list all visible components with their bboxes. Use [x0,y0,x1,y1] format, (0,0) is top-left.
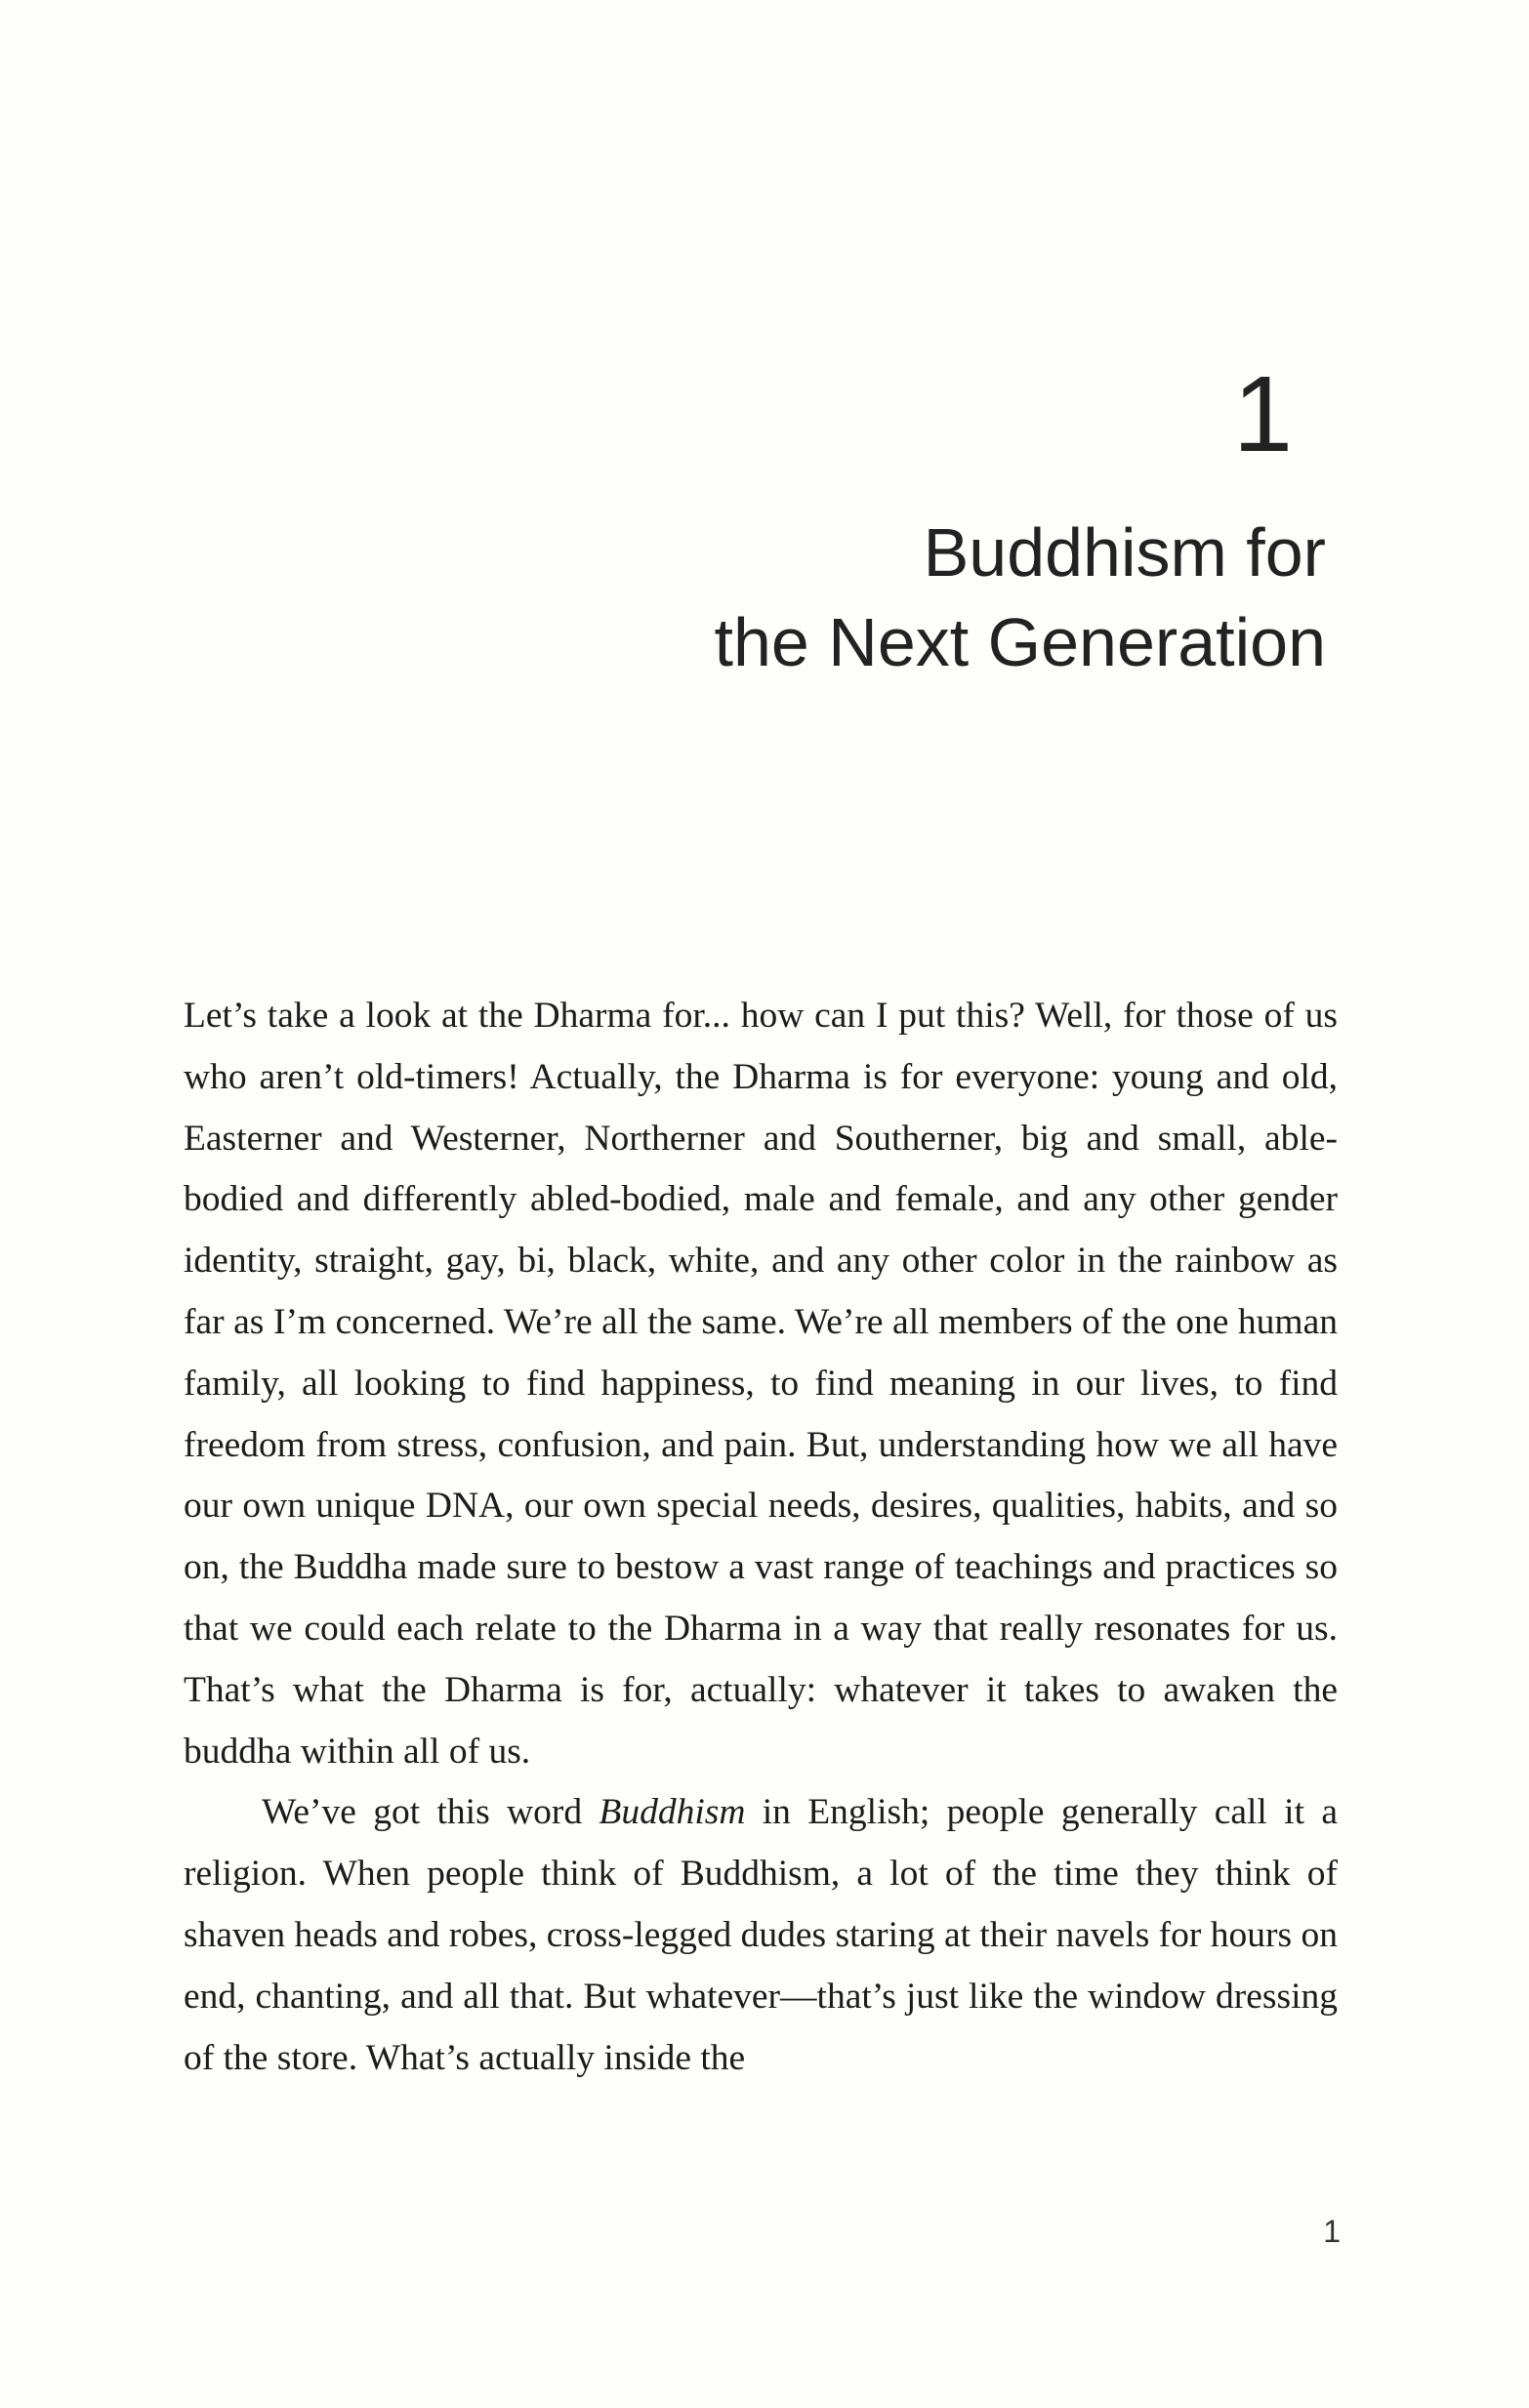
page-number: 1 [1323,2214,1341,2249]
paragraph-2 [184,1782,1338,2089]
body-text [184,986,1338,2089]
chapter-title-line-1: Buddhism for [923,514,1326,591]
chapter-title [447,508,1326,687]
chapter-number: 1 [1232,354,1293,474]
paragraph-2-lead: We’ve got this word [262,1792,599,1833]
paragraph-2-emphasis: Buddhism [599,1792,746,1833]
paragraph-2-rest: in English; people generally call it a religion. When people think of Buddhism, a lot of the time they think of shaven heads and robes, cross-legged dudes staring at their navels for hours on end, chanting, and all that. But whatever—that’s just like the window dressing of the store. What’s actually inside the [184,1792,1338,2078]
chapter-title-line-2: the Next Generation [714,604,1326,680]
paragraph-1: Let’s take a look at the Dharma for... how can I put this? Well, for those of us who aren’t old-timers! Actually, the Dharma is for everyone: young and old, Easterner and Westerner, Northerner and Southerner, big and small, able-bodied and differently abled-bodied, male and female, and any other gender identity, straight, gay, bi, black, white, and any other color in the rainbow as far as I’m concerned. We’re all the same. We’re all members of the one human family, all looking to find happiness, to find meaning in our lives, to find freedom from stress, confusion, and pain. But, understanding how we all have our own unique DNA, our own special needs, desires, qualities, habits, and so on, the Buddha made sure to bestow a vast range of teachings and practices so that we could each relate to the Dharma in a way that really resonates for us. That’s what the Dharma is for, actually: whatever it takes to awaken the buddha within all of us. [184,996,1338,1772]
